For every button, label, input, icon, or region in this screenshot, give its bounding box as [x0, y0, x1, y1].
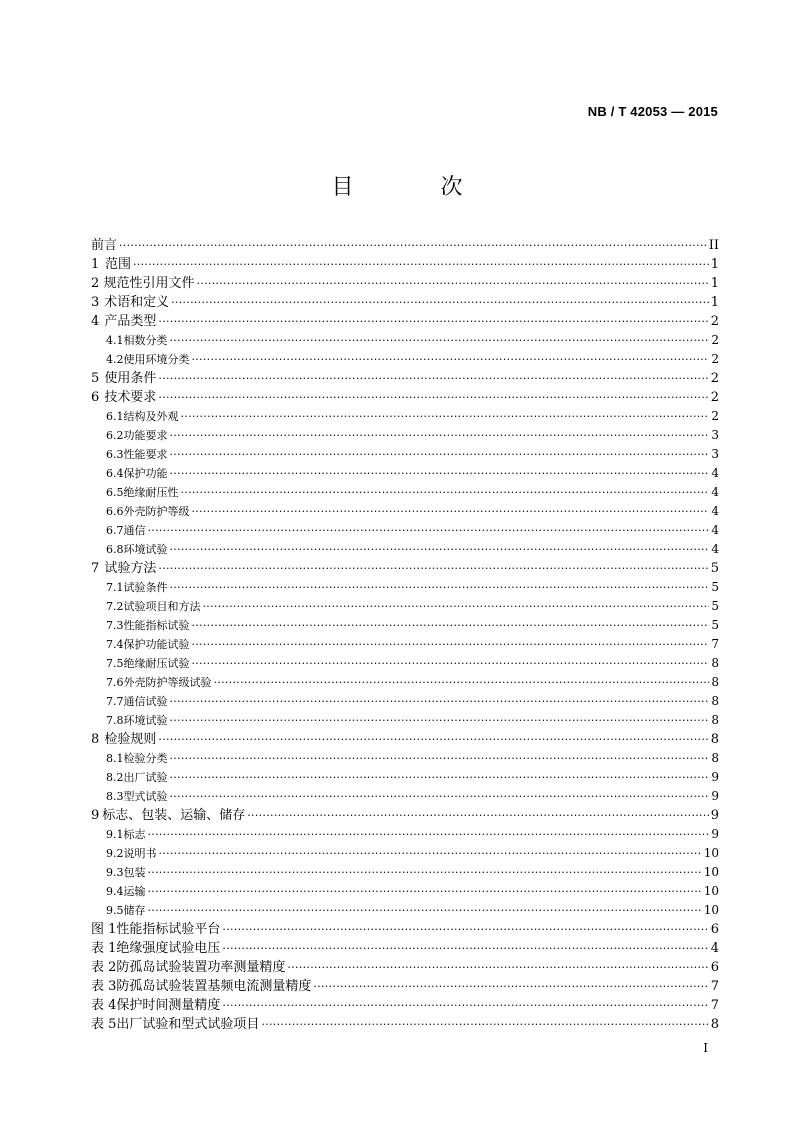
toc-entry[interactable] — [91, 901, 719, 920]
toc-entry[interactable] — [91, 635, 719, 654]
toc-entry-number: 6.5 — [106, 486, 124, 499]
toc-entry-page: 9 — [711, 770, 719, 784]
toc-entry-number: 表 5 — [91, 1017, 117, 1032]
toc-entry-label: 通信试验 — [123, 695, 168, 708]
toc-entry-label: 储存 — [123, 904, 146, 917]
toc-entry[interactable] — [91, 521, 719, 540]
toc-entry-page: 5 — [710, 561, 719, 576]
toc-entry[interactable] — [91, 654, 719, 673]
dot-leader — [192, 502, 710, 521]
dot-leader — [261, 1015, 708, 1034]
toc-entry[interactable] — [91, 464, 719, 483]
toc-entry-label: 运输 — [123, 885, 146, 898]
dot-leader — [203, 597, 710, 616]
toc-entry-page: 10 — [703, 884, 719, 898]
toc-entry[interactable] — [91, 407, 719, 426]
dot-leader — [170, 578, 710, 597]
dot-leader — [222, 920, 708, 939]
toc-entry[interactable] — [91, 255, 719, 274]
dot-leader — [133, 255, 709, 274]
toc-entry-label: 性能指标试验平台 — [116, 922, 221, 937]
toc-entry-number: 表 2 — [91, 960, 117, 975]
toc-entry-page: 10 — [703, 903, 719, 917]
toc-entry-page: 2 — [710, 371, 719, 386]
toc-entry[interactable] — [91, 369, 719, 388]
dot-leader — [148, 825, 710, 844]
toc-entry-number: 8 — [91, 732, 100, 747]
toc-entry-page: 5 — [711, 618, 719, 632]
toc-entry-number: 表 3 — [91, 979, 117, 994]
toc-entry-page: 7 — [710, 998, 719, 1013]
toc-entry[interactable] — [91, 844, 719, 863]
toc-entry[interactable] — [91, 692, 719, 711]
dot-leader — [170, 464, 710, 483]
toc-entry-page: 2 — [711, 409, 719, 423]
toc-entry-page: 8 — [711, 751, 719, 765]
dot-leader — [119, 236, 707, 255]
toc-entry-number: 9.3 — [106, 866, 124, 879]
toc-entry-label: 外壳防护等级试验 — [123, 676, 212, 689]
dot-leader — [170, 426, 710, 445]
toc-entry-number: 7.3 — [106, 619, 124, 632]
toc-entry-number: 7.2 — [106, 600, 124, 613]
toc-entry-page: 1 — [710, 257, 719, 272]
toc-entry[interactable] — [91, 597, 719, 616]
toc-entry-number: 8.2 — [106, 771, 124, 784]
page-number: I — [703, 1041, 708, 1055]
toc-entry-page: 7 — [711, 637, 719, 651]
toc-entry-number: 6.4 — [106, 467, 124, 480]
toc-entry-number: 4.2 — [106, 353, 124, 366]
toc-entry-number: 6 — [91, 390, 100, 405]
toc-entry-number: 7.5 — [106, 657, 124, 670]
toc-entry-label: 检验分类 — [123, 752, 168, 765]
toc-entry-number: 6.8 — [106, 543, 124, 556]
toc-entry[interactable] — [91, 578, 719, 597]
dot-leader — [196, 274, 708, 293]
toc-entry[interactable] — [91, 483, 719, 502]
toc-entry-number: 图 1 — [91, 922, 117, 937]
dot-leader — [158, 730, 708, 749]
dot-leader — [170, 540, 710, 559]
toc-entry-number: 6.1 — [106, 410, 124, 423]
dot-leader — [148, 863, 702, 882]
toc-entry-label: 绝缘耐压试验 — [123, 657, 190, 670]
toc-entry-number: 8.1 — [106, 752, 124, 765]
toc-entry-page: 2 — [710, 390, 719, 405]
toc-entry[interactable] — [91, 768, 719, 787]
toc-entry-label: 术语和定义 — [104, 295, 170, 310]
toc-entry-label: 防孤岛试验装置基频电流测量精度 — [116, 979, 312, 994]
toc-entry-label: 说明书 — [123, 847, 157, 860]
toc-entry-label: 标志、包装、运输、储存 — [102, 808, 246, 823]
toc-entry-number: 7.6 — [106, 676, 124, 689]
toc-entry-label: 保护功能试验 — [123, 638, 190, 651]
toc-entry[interactable] — [91, 502, 719, 521]
toc-entry-label: 防孤岛试验装置功率测量精度 — [116, 960, 286, 975]
toc-entry-page: 8 — [710, 732, 719, 747]
dot-leader — [158, 559, 708, 578]
table-of-contents — [91, 236, 719, 1034]
toc-entry-page: 5 — [711, 580, 719, 594]
toc-entry[interactable] — [91, 920, 719, 939]
toc-entry-label: 相数分类 — [123, 334, 168, 347]
toc-entry-label: 试验方法 — [104, 561, 157, 576]
toc-entry-number: 7 — [91, 561, 100, 576]
toc-entry-number: 5 — [91, 371, 100, 386]
toc-entry-number: 7.7 — [106, 695, 124, 708]
dot-leader — [158, 369, 708, 388]
toc-entry[interactable] — [91, 616, 719, 635]
toc-entry-label: 绝缘耐压性 — [123, 486, 179, 499]
toc-entry-page: 8 — [710, 1017, 719, 1032]
dot-leader — [170, 787, 710, 806]
dot-leader — [148, 521, 710, 540]
toc-entry-page: 3 — [711, 428, 719, 442]
toc-entry-label: 外壳防护等级 — [123, 505, 190, 518]
toc-entry-number: 8.3 — [106, 790, 124, 803]
toc-entry-page: 9 — [710, 808, 719, 823]
dot-leader — [247, 806, 708, 825]
toc-entry[interactable] — [91, 426, 719, 445]
toc-entry-label: 通信 — [123, 524, 146, 537]
toc-entry-label: 试验项目和方法 — [123, 600, 201, 613]
toc-entry-page: 7 — [710, 979, 719, 994]
toc-entry[interactable] — [91, 882, 719, 901]
toc-entry-number: 6.7 — [106, 524, 124, 537]
dot-leader — [159, 844, 702, 863]
toc-entry-label: 性能指标试验 — [123, 619, 190, 632]
dot-leader — [222, 939, 708, 958]
document-code: NB / T 42053 — 2015 — [587, 104, 718, 119]
toc-entry[interactable] — [91, 958, 719, 977]
toc-entry-label: 产品类型 — [104, 314, 157, 329]
toc-entry-label: 检验规则 — [104, 732, 157, 747]
toc-entry-label: 功能要求 — [123, 429, 168, 442]
dot-leader — [222, 996, 708, 1015]
toc-entry[interactable] — [91, 388, 719, 407]
dot-leader — [181, 407, 710, 426]
toc-entry-label: 试验条件 — [123, 581, 168, 594]
toc-entry-label: 结构及外观 — [123, 410, 179, 423]
toc-entry-number: 3 — [91, 295, 100, 310]
dot-leader — [171, 293, 709, 312]
toc-entry-label: 型式试验 — [123, 790, 168, 803]
toc-entry-page: 8 — [711, 675, 719, 689]
dot-leader — [181, 483, 710, 502]
dot-leader — [158, 388, 708, 407]
toc-entry-number: 4.1 — [106, 334, 124, 347]
toc-entry[interactable] — [91, 350, 719, 369]
toc-entry[interactable] — [91, 312, 719, 331]
toc-entry-page: 8 — [711, 713, 719, 727]
toc-entry-page: 4 — [711, 485, 719, 499]
toc-entry-label: 环境试验 — [123, 714, 168, 727]
toc-entry-label: 技术要求 — [104, 390, 157, 405]
toc-entry[interactable] — [91, 806, 719, 825]
toc-entry[interactable] — [91, 977, 719, 996]
toc-entry[interactable] — [91, 711, 719, 730]
toc-entry-page: 4 — [711, 504, 719, 518]
dot-leader — [192, 635, 710, 654]
dot-leader — [158, 312, 708, 331]
toc-entry[interactable] — [91, 293, 719, 312]
toc-entry-page: 5 — [711, 599, 719, 613]
toc-entry-number: 2 — [91, 276, 100, 291]
toc-entry-page: II — [708, 238, 719, 253]
toc-entry-page: 1 — [710, 276, 719, 291]
toc-entry-label: 前言 — [91, 238, 118, 253]
toc-entry-number: 1 — [91, 257, 100, 272]
toc-entry[interactable] — [91, 1015, 719, 1034]
toc-entry[interactable] — [91, 445, 719, 464]
toc-entry-number: 6.2 — [106, 429, 124, 442]
toc-entry-page: 9 — [711, 827, 719, 841]
toc-entry[interactable] — [91, 749, 719, 768]
toc-entry-label: 保护功能 — [123, 467, 168, 480]
toc-entry-label: 使用条件 — [104, 371, 157, 386]
toc-entry-label: 性能要求 — [123, 448, 168, 461]
toc-entry[interactable] — [91, 673, 719, 692]
toc-entry-page: 9 — [711, 789, 719, 803]
toc-entry-page: 8 — [711, 694, 719, 708]
dot-leader — [192, 616, 710, 635]
toc-entry-number: 表 1 — [91, 941, 117, 956]
toc-entry[interactable] — [91, 996, 719, 1015]
toc-entry-page: 4 — [711, 523, 719, 537]
toc-entry-page: 4 — [710, 941, 719, 956]
toc-entry-page: 6 — [710, 922, 719, 937]
toc-entry-page: 6 — [710, 960, 719, 975]
toc-entry-label: 标志 — [123, 828, 146, 841]
toc-entry[interactable] — [91, 236, 719, 255]
dot-leader — [170, 445, 710, 464]
dot-leader — [170, 768, 710, 787]
toc-entry-number: 表 4 — [91, 998, 117, 1013]
toc-entry-page: 4 — [711, 466, 719, 480]
toc-entry-page: 10 — [703, 865, 719, 879]
toc-entry-page: 2 — [711, 352, 719, 366]
toc-entry-number: 9.2 — [106, 847, 124, 860]
dot-leader — [170, 692, 710, 711]
toc-entry-page: 4 — [711, 542, 719, 556]
dot-leader — [192, 654, 710, 673]
dot-leader — [170, 711, 710, 730]
toc-entry-number: 6.6 — [106, 505, 124, 518]
toc-entry-number: 7.1 — [106, 581, 124, 594]
toc-entry-number: 9.5 — [106, 904, 124, 917]
toc-entry-page: 2 — [711, 333, 719, 347]
page-title: 目 次 — [331, 175, 503, 200]
toc-entry[interactable] — [91, 274, 719, 293]
toc-entry-number: 7.8 — [106, 714, 124, 727]
dot-leader — [170, 749, 710, 768]
toc-entry-label: 使用环境分类 — [123, 353, 190, 366]
toc-entry-label: 范围 — [105, 257, 132, 272]
toc-entry[interactable] — [91, 863, 719, 882]
toc-entry-label: 出厂试验 — [123, 771, 168, 784]
toc-entry-number: 9.1 — [106, 828, 124, 841]
dot-leader — [214, 673, 710, 692]
toc-entry-label: 包装 — [123, 866, 146, 879]
toc-entry-label: 环境试验 — [123, 543, 168, 556]
dot-leader — [148, 901, 702, 920]
toc-entry[interactable] — [91, 825, 719, 844]
toc-entry-page: 10 — [703, 846, 719, 860]
toc-entry-label: 出厂试验和型式试验项目 — [116, 1017, 260, 1032]
toc-entry-label: 规范性引用文件 — [103, 276, 195, 291]
toc-entry-number: 6.3 — [106, 448, 124, 461]
toc-entry-label: 绝缘强度试验电压 — [116, 941, 221, 956]
toc-entry-number: 7.4 — [106, 638, 124, 651]
dot-leader — [148, 882, 702, 901]
toc-entry[interactable] — [91, 939, 719, 958]
toc-entry-number: 4 — [91, 314, 100, 329]
dot-leader — [192, 350, 710, 369]
toc-entry-number: 9 — [91, 808, 100, 823]
toc-entry-page: 8 — [711, 656, 719, 670]
toc-entry-page: 3 — [711, 447, 719, 461]
toc-entry[interactable] — [91, 540, 719, 559]
toc-entry-page: 1 — [710, 295, 719, 310]
dot-leader — [170, 331, 710, 350]
toc-entry-number: 9.4 — [106, 885, 124, 898]
toc-entry[interactable] — [91, 559, 719, 578]
toc-entry-page: 2 — [710, 314, 719, 329]
dot-leader — [287, 958, 708, 977]
toc-entry[interactable] — [91, 331, 719, 350]
toc-entry[interactable] — [91, 730, 719, 749]
toc-entry-label: 保护时间测量精度 — [116, 998, 221, 1013]
toc-entry[interactable] — [91, 787, 719, 806]
dot-leader — [313, 977, 708, 996]
